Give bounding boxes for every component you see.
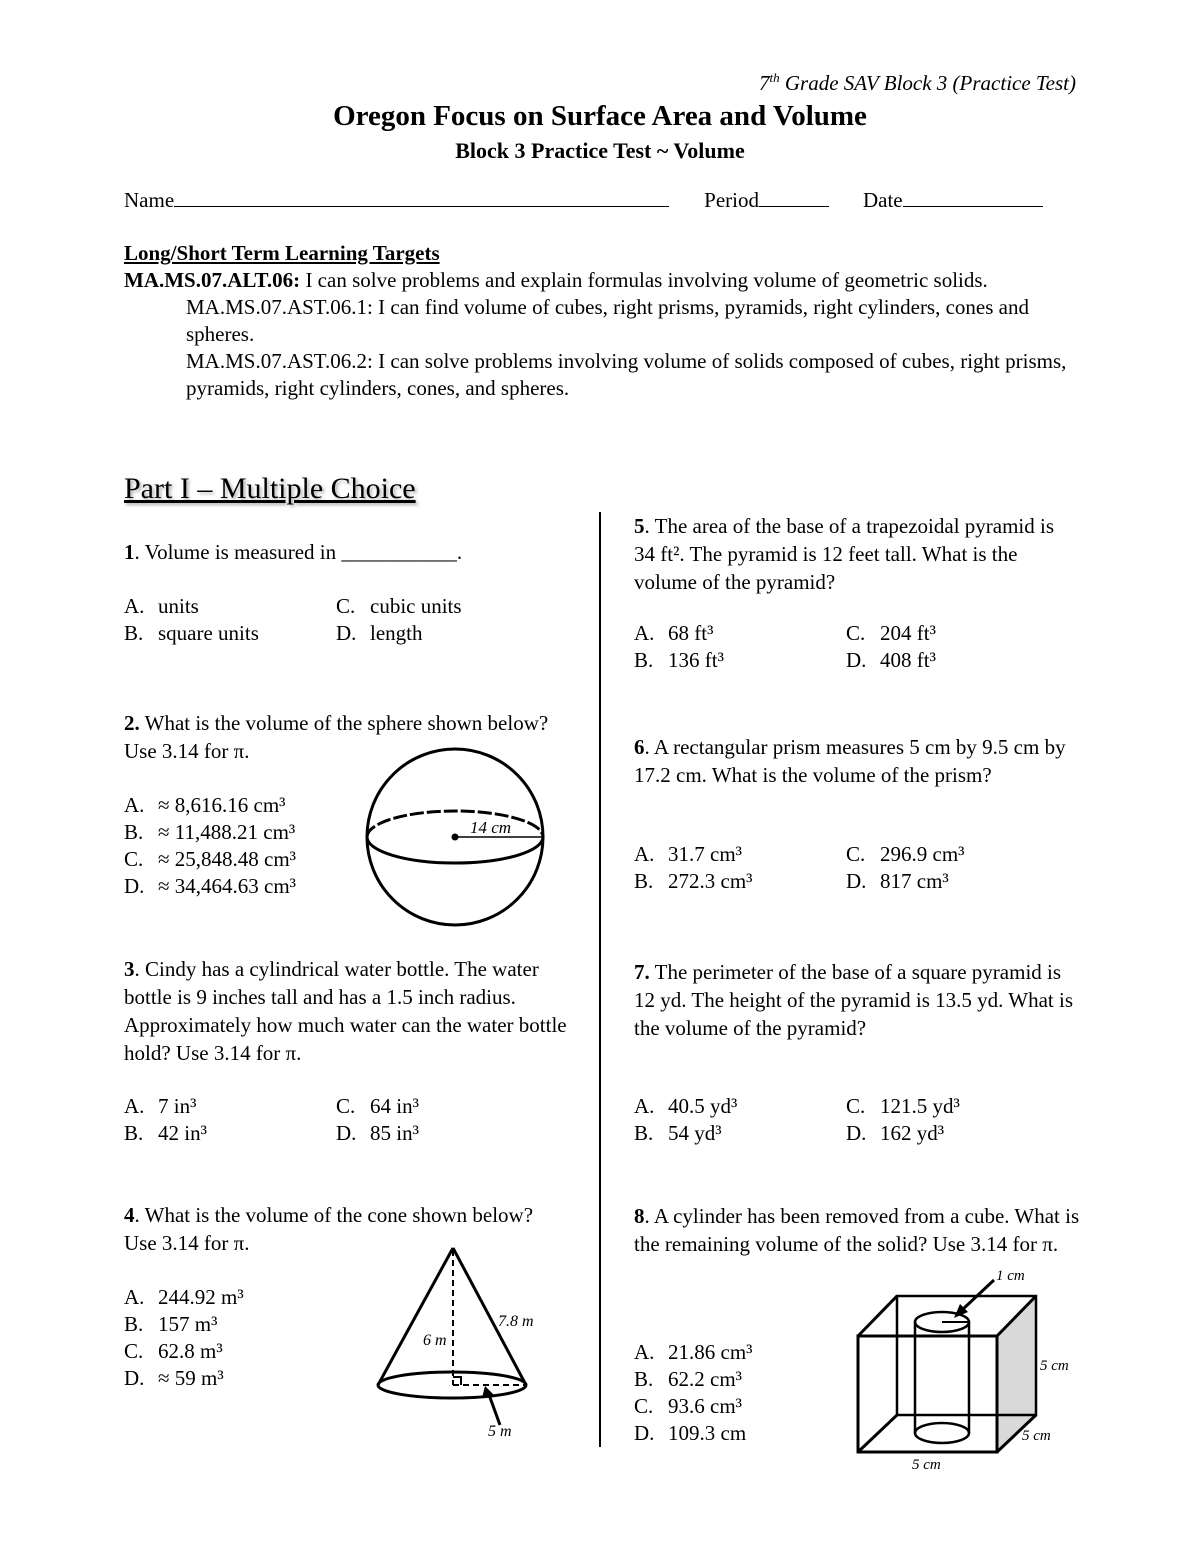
short-term-target-2: MA.MS.07.AST.06.2: I can solve problems involving volume of solids composed of cubes, right prisms, pyramids, right cylinders, cones, and spheres. bbox=[186, 349, 1067, 400]
cube-with-cylinder-diagram bbox=[850, 1260, 1090, 1475]
option-b[interactable] bbox=[124, 819, 295, 846]
option-c[interactable] bbox=[846, 841, 964, 868]
option-value: 40.5 yd³ bbox=[668, 1094, 738, 1118]
cone-height-label: 6 m bbox=[423, 1332, 447, 1349]
page-subtitle: Block 3 Practice Test ~ Volume bbox=[455, 138, 745, 163]
option-value: 64 in³ bbox=[370, 1094, 419, 1118]
question-8 bbox=[634, 1202, 1084, 1258]
option-a[interactable] bbox=[124, 792, 285, 819]
option-a[interactable] bbox=[634, 1339, 752, 1366]
option-label: D. bbox=[846, 648, 867, 672]
option-d[interactable] bbox=[124, 1365, 224, 1392]
document-header-label bbox=[600, 70, 1076, 96]
option-label: A. bbox=[634, 842, 655, 866]
name-field[interactable] bbox=[174, 186, 669, 207]
option-label: A. bbox=[124, 1094, 145, 1118]
question-3-options bbox=[124, 1093, 584, 1153]
question-4-options bbox=[124, 1284, 354, 1394]
option-b[interactable] bbox=[124, 1311, 217, 1338]
cylinder-radius-label: 1 cm bbox=[996, 1268, 1025, 1284]
option-value: 7 in³ bbox=[158, 1094, 197, 1118]
option-label: D. bbox=[124, 1366, 145, 1390]
option-value: 272.3 cm³ bbox=[668, 869, 753, 893]
alt-code: MA.MS.07.ALT.06: bbox=[124, 268, 301, 292]
sphere-radius-label: 14 cm bbox=[470, 818, 512, 837]
question-7 bbox=[634, 958, 1074, 1042]
option-value: 157 m³ bbox=[158, 1312, 218, 1336]
question-number: 1 bbox=[124, 540, 135, 564]
option-label: B. bbox=[634, 648, 654, 672]
option-d[interactable] bbox=[846, 647, 936, 674]
option-value: 31.7 cm³ bbox=[668, 842, 742, 866]
option-label: A. bbox=[124, 1285, 145, 1309]
question-1-options bbox=[124, 593, 584, 653]
option-label: B. bbox=[124, 1121, 144, 1145]
learning-targets bbox=[124, 240, 1074, 402]
page-title: Oregon Focus on Surface Area and Volume bbox=[333, 100, 867, 132]
question-7-options bbox=[634, 1093, 1084, 1153]
question-text: What is the volume of the sphere shown below? Use 3.14 for π. bbox=[124, 711, 549, 763]
question-2-options bbox=[124, 792, 364, 902]
option-value: 42 in³ bbox=[158, 1121, 207, 1145]
option-d[interactable] bbox=[846, 868, 949, 895]
cone-radius-label: 5 m bbox=[488, 1423, 512, 1440]
option-label: B. bbox=[124, 1312, 144, 1336]
option-b[interactable] bbox=[634, 868, 752, 895]
question-6-options bbox=[634, 841, 1084, 901]
question-1 bbox=[124, 538, 584, 566]
option-label: A. bbox=[634, 1094, 655, 1118]
option-value: 204 ft³ bbox=[880, 621, 936, 645]
question-6 bbox=[634, 733, 1084, 789]
option-label: C. bbox=[846, 621, 866, 645]
option-d[interactable] bbox=[634, 1420, 746, 1447]
option-value: 54 yd³ bbox=[668, 1121, 722, 1145]
learning-targets-heading: Long/Short Term Learning Targets bbox=[124, 241, 440, 265]
short-term-target-1: MA.MS.07.AST.06.1: I can find volume of cubes, right prisms, pyramids, right cylinders, cones and spheres. bbox=[186, 295, 1029, 346]
option-value: 121.5 yd³ bbox=[880, 1094, 960, 1118]
option-label: D. bbox=[634, 1421, 655, 1445]
option-d[interactable] bbox=[846, 1120, 944, 1147]
grade-superscript: th bbox=[769, 70, 780, 85]
option-c[interactable] bbox=[634, 1393, 742, 1420]
option-value: 62.8 m³ bbox=[158, 1339, 223, 1363]
question-text: . The area of the base of a trapezoidal pyramid is 34 ft². The pyramid is 12 feet tall. What is the volume of the pyramid? bbox=[634, 514, 1055, 594]
option-label: C. bbox=[336, 1094, 356, 1118]
option-a[interactable] bbox=[634, 1093, 737, 1120]
question-text: . Cindy has a cylindrical water bottle. The water bottle is 9 inches tall and has a 1.5 inch radius. Approximately how much water can the water bottle hold? Use 3.14 for π. bbox=[124, 957, 567, 1065]
option-label: B. bbox=[124, 820, 144, 844]
question-number: 7. bbox=[634, 960, 650, 984]
date-label: Date bbox=[862, 188, 903, 212]
option-value: 93.6 cm³ bbox=[668, 1394, 742, 1418]
question-8-options bbox=[634, 1339, 854, 1449]
option-label: D. bbox=[336, 1121, 357, 1145]
option-label: A. bbox=[124, 594, 145, 618]
option-b[interactable] bbox=[124, 1120, 207, 1147]
student-info-row bbox=[124, 186, 1084, 213]
option-c[interactable] bbox=[124, 846, 296, 873]
cube-depth-label: 5 cm bbox=[1022, 1428, 1051, 1444]
option-label: C. bbox=[124, 1339, 144, 1363]
option-b[interactable] bbox=[634, 647, 724, 674]
option-label: D. bbox=[336, 621, 357, 645]
option-c[interactable] bbox=[124, 1338, 223, 1365]
option-value: 85 in³ bbox=[370, 1121, 419, 1145]
question-3 bbox=[124, 955, 569, 1067]
cube-width-label: 5 cm bbox=[912, 1457, 941, 1473]
option-label: D. bbox=[124, 874, 145, 898]
question-5-options bbox=[634, 620, 1084, 680]
option-b[interactable] bbox=[634, 1120, 722, 1147]
option-b[interactable] bbox=[634, 1366, 742, 1393]
option-a[interactable] bbox=[124, 1093, 196, 1120]
cone-slant-label: 7.8 m bbox=[498, 1313, 534, 1330]
option-value: ≈ 25,848.48 cm³ bbox=[158, 847, 296, 871]
option-value: square units bbox=[158, 621, 259, 645]
option-value: length bbox=[370, 621, 423, 645]
question-number: 6 bbox=[634, 735, 645, 759]
option-c[interactable] bbox=[846, 1093, 960, 1120]
period-label: Period bbox=[704, 188, 759, 212]
question-5 bbox=[634, 512, 1079, 596]
grade-number: 7 bbox=[758, 71, 770, 95]
option-label: B. bbox=[634, 1367, 654, 1391]
question-number: 2. bbox=[124, 711, 140, 735]
option-d[interactable] bbox=[336, 1120, 419, 1147]
option-value: 817 cm³ bbox=[880, 869, 949, 893]
option-value: 68 ft³ bbox=[668, 621, 714, 645]
option-value: ≈ 59 m³ bbox=[158, 1366, 224, 1390]
option-value: 136 ft³ bbox=[668, 648, 724, 672]
option-value: units bbox=[158, 594, 199, 618]
option-label: A. bbox=[124, 793, 145, 817]
option-label: C. bbox=[124, 847, 144, 871]
option-c[interactable] bbox=[336, 1093, 419, 1120]
column-divider bbox=[599, 512, 601, 1447]
option-label: D. bbox=[846, 1121, 867, 1145]
question-text: . Volume is measured in ___________. bbox=[134, 540, 463, 564]
option-label: C. bbox=[336, 594, 356, 618]
option-value: cubic units bbox=[370, 594, 462, 618]
option-label: B. bbox=[124, 621, 144, 645]
option-value: 109.3 cm bbox=[668, 1421, 747, 1445]
option-value: 162 yd³ bbox=[880, 1121, 945, 1145]
option-value: ≈ 34,464.63 cm³ bbox=[158, 874, 296, 898]
option-a[interactable] bbox=[634, 841, 742, 868]
option-label: B. bbox=[634, 1121, 654, 1145]
question-text: . What is the volume of the cone shown below? Use 3.14 for π. bbox=[124, 1203, 534, 1255]
question-number: 8 bbox=[634, 1204, 645, 1228]
question-number: 5 bbox=[634, 514, 645, 538]
option-label: A. bbox=[634, 1340, 655, 1364]
option-label: C. bbox=[846, 842, 866, 866]
question-text: The perimeter of the base of a square pyramid is 12 yd. The height of the pyramid is 13.5 yd. What is the volume of the pyramid? bbox=[634, 960, 1074, 1040]
option-value: 62.2 cm³ bbox=[668, 1367, 742, 1391]
question-number: 3 bbox=[124, 957, 135, 981]
question-number: 4 bbox=[124, 1203, 135, 1227]
option-value: 21.86 cm³ bbox=[668, 1340, 753, 1364]
option-label: C. bbox=[634, 1394, 654, 1418]
period-field[interactable] bbox=[759, 186, 829, 207]
option-c[interactable] bbox=[336, 593, 462, 620]
cone-diagram bbox=[370, 1240, 560, 1440]
cube-height-label: 5 cm bbox=[1040, 1358, 1069, 1374]
option-value: 244.92 m³ bbox=[158, 1285, 244, 1309]
option-a[interactable] bbox=[124, 593, 199, 620]
alt-text: I can solve problems and explain formulas involving volume of geometric solids. bbox=[300, 268, 988, 292]
long-term-target bbox=[124, 267, 1074, 294]
option-a[interactable] bbox=[634, 620, 713, 647]
name-label: Name bbox=[124, 188, 175, 212]
question-text: . A rectangular prism measures 5 cm by 9.5 cm by 17.2 cm. What is the volume of the prism? bbox=[634, 735, 1066, 787]
option-label: C. bbox=[846, 1094, 866, 1118]
grade-label: Grade SAV Block 3 (Practice Test) bbox=[779, 71, 1076, 95]
option-d[interactable] bbox=[124, 873, 296, 900]
option-value: ≈ 8,616.16 cm³ bbox=[158, 793, 286, 817]
question-text: . A cylinder has been removed from a cube. What is the remaining volume of the solid? Use 3.14 for π. bbox=[634, 1204, 1080, 1256]
option-value: ≈ 11,488.21 cm³ bbox=[158, 820, 296, 844]
option-value: 408 ft³ bbox=[880, 648, 936, 672]
section-title: Part I – Multiple Choice bbox=[124, 472, 416, 505]
date-field[interactable] bbox=[903, 186, 1043, 207]
option-d[interactable] bbox=[336, 620, 423, 647]
option-label: B. bbox=[634, 869, 654, 893]
option-label: D. bbox=[846, 869, 867, 893]
option-c[interactable] bbox=[846, 620, 936, 647]
option-label: A. bbox=[634, 621, 655, 645]
option-a[interactable] bbox=[124, 1284, 244, 1311]
sphere-diagram bbox=[360, 745, 555, 930]
option-b[interactable] bbox=[124, 620, 259, 647]
option-value: 296.9 cm³ bbox=[880, 842, 965, 866]
